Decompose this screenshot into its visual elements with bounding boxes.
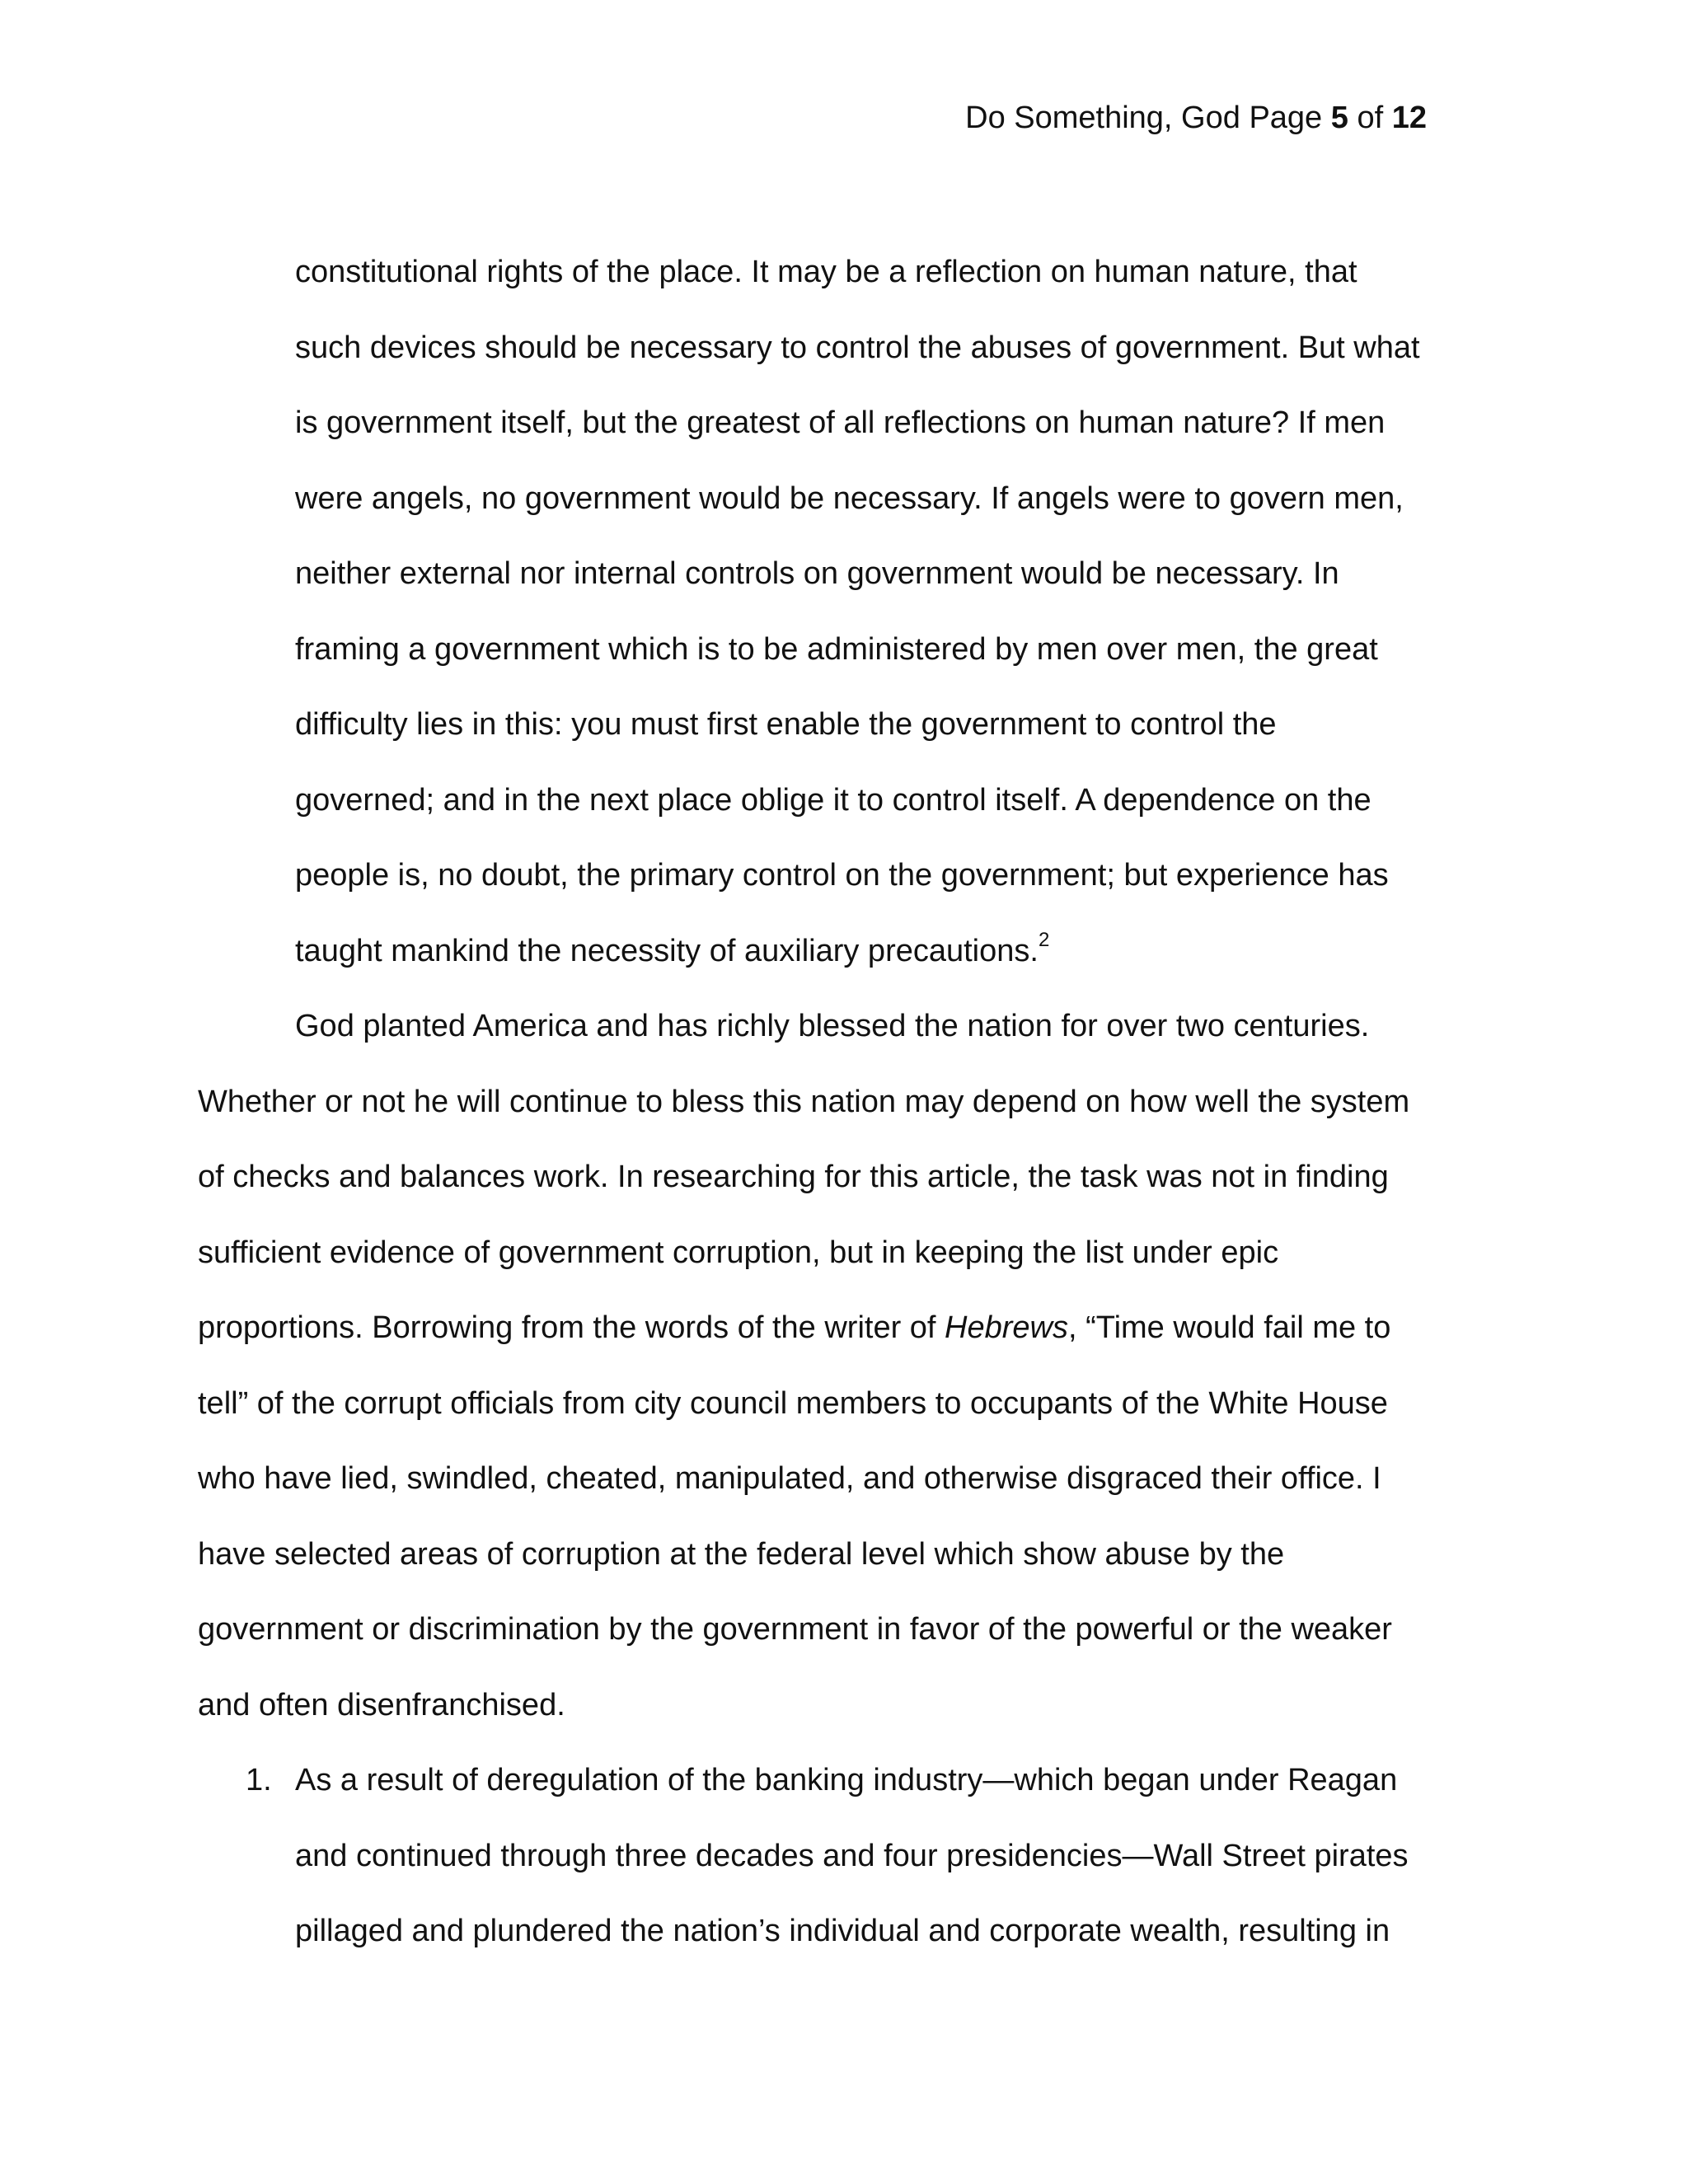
header-of-word: of: [1357, 101, 1384, 135]
list-item-continuation: pillaged and plundered the nation’s individual and corporate wealth, resulting in: [295, 1914, 1390, 1948]
quote-line: people is, no doubt, the primary control on the government; but experience has: [295, 858, 1389, 893]
quote-line: difficulty lies in this: you must first enable the government to control the: [295, 707, 1277, 742]
book-title-hebrews: Hebrews: [945, 1310, 1068, 1345]
paragraph-line: God planted America and has richly blessed the nation for over two centuries.: [295, 1009, 1370, 1043]
quote-last-line: [198, 914, 1484, 990]
paragraph-text: proportions. Borrowing from the words of the writer of: [198, 1310, 945, 1345]
quote-last-line-text: taught mankind the necessity of auxiliary precautions.: [295, 933, 1039, 968]
paragraph-text: , “Time would fail me to: [1068, 1310, 1391, 1345]
page-header: [965, 97, 1427, 138]
paragraph-line: government or discrimination by the government in favor of the powerful or the weaker: [198, 1612, 1392, 1647]
header-page-current: 5: [1330, 101, 1348, 135]
list-item-continuation: and continued through three decades and four presidencies—Wall Street pirates: [295, 1838, 1409, 1873]
header-page-word: Page: [1249, 101, 1323, 135]
footnote-marker[interactable]: 2: [1038, 928, 1050, 951]
document-body: [198, 235, 1484, 1970]
paragraph-line: have selected areas of corruption at the federal level which show abuse by the: [198, 1536, 1285, 1572]
quote-line: neither external nor internal controls on government would be necessary. In: [295, 556, 1339, 591]
list-item-number: 1.: [246, 1763, 272, 1797]
quote-line: constitutional rights of the place. It may be a reflection on human nature, that: [295, 255, 1357, 289]
paragraph-line: of checks and balances work. In researching for this article, the task was not in finding: [198, 1160, 1389, 1194]
quote-line: were angels, no government would be necessary. If angels were to govern men,: [295, 480, 1404, 516]
quote-line: framing a government which is to be administered by men over men, the great: [295, 631, 1378, 667]
paragraph-line: tell” of the corrupt officials from city council members to occupants of the White House: [198, 1385, 1388, 1421]
header-title: Do Something, God: [965, 101, 1240, 135]
paragraph-line: Whether or not he will continue to bless this nation may depend on how well the system: [198, 1084, 1410, 1119]
quote-line: governed; and in the next place oblige it to control itself. A dependence on the: [295, 782, 1372, 818]
header-page-total: 12: [1391, 101, 1427, 135]
list-item-text: As a result of deregulation of the banking industry—which began under Reagan: [295, 1763, 1398, 1797]
paragraph-line: sufficient evidence of government corruption, but in keeping the list under epic: [198, 1235, 1279, 1270]
paragraph-line: and often disenfranchised.: [198, 1687, 565, 1722]
body-paragraph: [198, 989, 1484, 1743]
block-quote: [198, 235, 1484, 989]
paragraph-line: who have lied, swindled, cheated, manipulated, and otherwise disgraced their office. I: [198, 1461, 1381, 1496]
paragraph-line: [198, 1291, 1484, 1366]
numbered-list: [198, 1743, 1484, 1970]
quote-line: such devices should be necessary to control the abuses of government. But what: [295, 330, 1420, 365]
list-item: [198, 1743, 1484, 1819]
quote-line: is government itself, but the greatest of all reflections on human nature? If men: [295, 405, 1386, 440]
